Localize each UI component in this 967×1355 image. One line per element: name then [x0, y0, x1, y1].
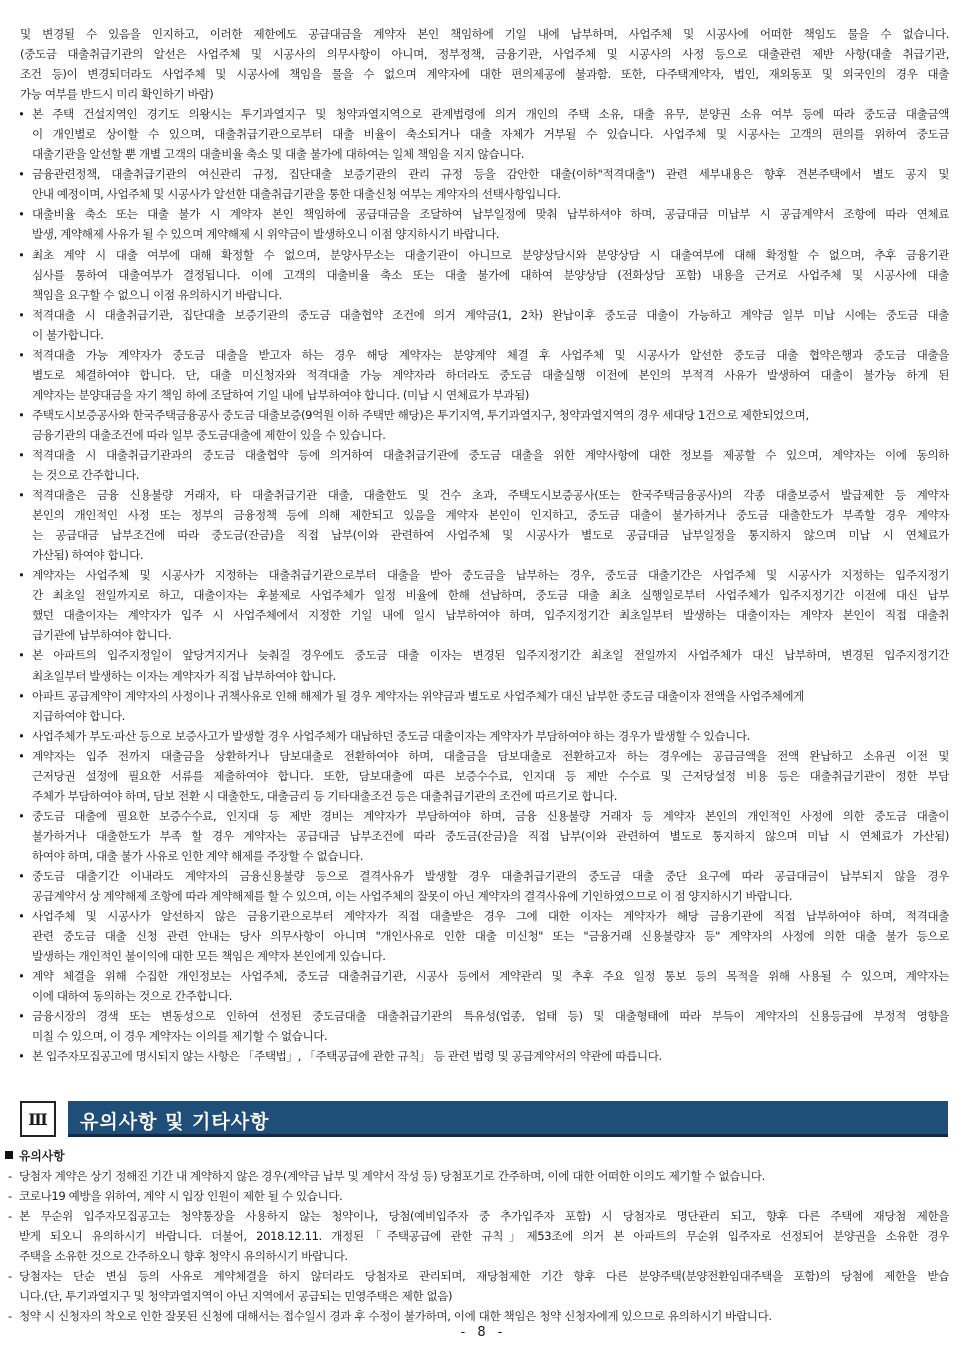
- note-line: - 청약 시 신청자의 착오로 인한 잘못된 신청에 대해서는 접수일시 경과 후 수정이 불가하며, 이에 대한 책임은 청약 신청자에게 있으므로 유의하시기 바랍니다.: [5, 1306, 949, 1326]
- text-line: • 중도금 대출에 필요한 보증수수료, 인지대 등 제반 경비는 계약자가 부담하여야 하며, 금융 신용불량 거래자 등 계약자 본인의 개인적인 사정에 의한 중도금 대출이: [20, 806, 949, 826]
- note-line: 니다.(단, 투기과열지구 및 청약과열지역이 아닌 지역에서 공급되는 민영주택은 제한 없음): [19, 1289, 453, 1304]
- text-line: • 사업주체가 부도·파산 등으로 보증사고가 발생할 경우 사업주체가 대납하던 중도금 대출이자는 계약자가 부담하여야 하는 경우가 발생할 수 있습니다.: [20, 726, 949, 746]
- text-line: 안내 예정이며, 사업주체 및 시공사가 알선한 대출취급기관을 통한 대출신청 여부는 계약자의 선택사항입니다.: [32, 187, 561, 202]
- square-bullet-icon: [5, 1151, 13, 1159]
- note-line: - 당첨자 계약은 상기 정해진 기간 내 계약하지 않은 경우(계약금 납부 및 계약서 작성 등) 당첨포기로 간주하며, 이에 대한 어떠한 이의도 제기할 수 없습니다.: [5, 1166, 949, 1186]
- notes-list: [5, 1166, 949, 1326]
- text-line: • 본 입주자모집공고에 명시되지 않는 사항은 「주택법」, 「주택공급에 관한 규칙」 등 관련 법령 및 공급계약서의 약관에 따릅니다.: [20, 1046, 949, 1066]
- text-line: • 대출비율 축소 또는 대출 불가 시 계약자 본인 책임하에 공급대금을 조달하여 납부일정에 맞춰 납부하셔야 하며, 공급대금 미납부 시 공급계약서 조항에 따라 연체료: [20, 204, 949, 224]
- text-line: • 중도금 대출기간 이내라도 계약자의 금융신용불량 등으로 결격사유가 발생할 경우 대출취급기관의 중도금 대출 중단 요구에 따라 공급대금이 납부되지 않을 경우: [20, 866, 949, 886]
- note-line: - 코로나19 예방을 위하여, 계약 시 입장 인원이 제한 될 수 있습니다.: [5, 1186, 949, 1206]
- text-line: • 주택도시보증공사와 한국주택금융공사 중도금 대출보증(9억원 이하 주택만 해당)은 투기지역, 투기과열지구, 청약과열지역의 경우 세대당 1건으로 제한되었으며,: [20, 405, 949, 425]
- text-line: 및 변경될 수 있음을 인지하고, 이러한 제한에도 공급대금을 계약자 본인 책임하에 기일 내에 납부하며, 사업주체 및 시공사에 어떠한 책임도 물을 수 없습니다.: [20, 27, 949, 41]
- note-line: 받게 되오니 유의하시기 바랍니다. 더불어, 2018.12.11. 개정된「주택공급에 관한 규칙」제53조에 의거 본 아파트의 무순위 입주자로 선정되어 분양권을 소유한 경우: [19, 1229, 949, 1244]
- text-line: 주체가 부담하여야 하며, 담보 전환 시 대출한도, 대출금리 등 기타대출조건 등은 대출취급기관의 조건에 따르기로 합니다.: [32, 788, 618, 803]
- text-line: 발생, 계약해제 사유가 될 수 있으며 계약해제 시 위약금이 발생하오니 이점 양지하시기 바랍니다.: [32, 227, 500, 242]
- note-line: 주택을 소유한 것으로 간주하오니 향후 청약시 유의하시기 바랍니다.: [19, 1249, 348, 1264]
- text-line: (중도금 대출취급기관의 알선은 사업주체 및 시공사의 의무사항이 아니며, 정부정책, 금융기관, 사업주체 및 시공사의 사정 등으로 대출관련 제반 사항(대출 취급기관,: [20, 47, 949, 62]
- text-line: 본인의 개인적인 사정 또는 정부의 금융정책 등에 의해 제한되고 있음을 계약자 본인이 인지하고, 중도금 대출이 불가하거나 중도금 대출한도가 부족할 경우 계약자: [32, 508, 949, 523]
- note-line: - 본 무순위 입주자모집공고는 청약통장을 사용하지 않는 청약이나, 당첨(예비입주자 중 추가입주자 포함) 시 당첨자로 명단관리 되고, 향후 다른 주택에 재당첨 제한을: [5, 1206, 949, 1226]
- text-line: • 본 아파트의 입주지정일이 앞당겨지거나 늦춰질 경우에도 중도금 대출 이자는 변경된 입주지정기간 최초일 전일까지 사업주체가 대신 납부하며, 변경된 입주지정기간: [20, 645, 949, 665]
- text-line: 가능 여부를 반드시 미리 확인하기 바람): [20, 87, 214, 102]
- text-line: 이 개인별로 상이할 수 있으며, 대출취급기관으로부터 대출 비율이 축소되거나 대출 자체가 거부될 수 있습니다. 사업주체 및 시공사는 고객의 편의를 위하여 중도금: [32, 127, 949, 142]
- text-line: 는 것으로 간주합니다.: [32, 468, 140, 483]
- text-line: 금융기관의 대출조건에 따라 일부 중도금대출에 제한이 있을 수 있습니다.: [32, 427, 386, 442]
- text-line: 이 불가합니다.: [32, 327, 104, 342]
- text-line: • 계약자는 사업주체 및 시공사가 지정하는 대출취급기관으로부터 대출을 받아 중도금을 납부하는 경우, 중도금 대출기간은 사업주체 및 시공사가 지정하는 입주지정기: [20, 565, 949, 585]
- text-line: 책임을 요구할 수 없으니 이점 유의하시기 바랍니다.: [32, 287, 282, 302]
- text-line: • 적격대출은 금융 신용불량 거래자, 타 대출취급기관 대출, 대출한도 및 건수 초과, 주택도시보증공사(또는 한국주택금융공사)의 각종 대출보증서 발급제한 등 계약자: [20, 485, 949, 505]
- text-line: • 최초 계약 시 대출 여부에 대해 확정할 수 없으며, 분양사무소는 대출기관이 아니므로 분양상담시와 분양상담 시 대출여부에 대해 확정할 수 없으며, 추후 금융기관: [20, 245, 949, 265]
- text-line: 공급계약서 상 계약해제 조항에 따라 계약해제를 할 수 있으며, 이는 사업주체의 잘못이 아닌 계약자의 결격사유에 기인하였으므로 이 점 양지하시기 바랍니다.: [32, 889, 793, 904]
- note-line: - 당첨자는 단순 변심 등의 사유로 계약체결을 하지 않더라도 당첨자로 관리되며, 재당첨제한 기간 향후 다른 분양주택(분양전환임대주택을 포함)의 당첨에 제한을 받습: [5, 1266, 949, 1286]
- text-line: • 적격대출 시 대출취급기관과의 중도금 대출협약 등에 의거하여 대출취급기관에 중도금 대출을 위한 계약사항에 대한 정보를 제공할 수 있으며, 계약자는 이에 동의하: [20, 445, 949, 465]
- text-line: • 아파트 공급계약이 계약자의 사정이나 귀책사유로 인해 해제가 될 경우 계약자는 위약금과 별도로 사업주체가 대신 납부한 중도금 대출이자 전액을 사업주체에게: [20, 686, 949, 706]
- text-line: 했던 대출이자는 계약자가 입주 시 사업주체에서 지정한 기일 내에 일시 납부하여야 하며, 입주지정기간 최초일부터 발생하는 대출이자는 계약자 본인이 직접 대출취: [32, 608, 949, 623]
- text-line: • 계약자는 입주 전까지 대출금을 상환하거나 담보대출로 전환하여야 하며, 대출금을 담보대출로 전환하고자 하는 경우에는 공급금액을 전액 완납하고 소유권 이전 및: [20, 746, 949, 766]
- notes-section: [5, 1146, 949, 1326]
- text-line: 관련 중도금 대출 신청 관련 안내는 당사 의무사항이 아니며 "개인사유로 인한 대출 미신청" 또는 "금융거래 신용불량자 등" 계약자의 사정에 의한 대출 불가 등으로: [32, 929, 949, 944]
- text-line: 별도로 체결하여야 합니다. 단, 대출 미신청자와 적격대출 가능 계약자라 하더라도 중도금 대출실행 이전에 본인의 부적격 사유가 발생하여 대출이 불가능 하게 된: [32, 367, 949, 382]
- section-heading: [20, 1101, 948, 1137]
- subsection-title-text: 유의사항: [19, 1149, 65, 1163]
- text-line: • 본 주택 건설지역인 경기도 의왕시는 투기과열지구 및 청약과열지역으로 관계법령에 의거 개인의 주택 소유, 대출 유무, 분양권 소유 여부 등에 따라 중도금 대출금액: [20, 104, 949, 124]
- subsection-title: [5, 1146, 949, 1166]
- text-line: 발생하는 개인적인 불이익에 대한 모든 책임은 계약자 본인에게 있습니다.: [32, 949, 386, 964]
- text-line: 불가하거나 대출한도가 부족 할 경우 계약자는 공급대금 납부조건에 따라 중도금(잔금)을 직접 납부(이와 관련하여 별도로 통지하지 않으며 미납 시 연체료가 가산됨): [32, 828, 949, 843]
- text-line: • 사업주체 및 시공사가 알선하지 않은 금융기관으로부터 계약자가 직접 대출받은 경우 그에 대한 이자는 계약자가 해당 금융기관에 직접 납부하여야 하며, 적격대출: [20, 906, 949, 926]
- text-line: • 금융관련정책, 대출취급기관의 여신관리 규정, 집단대출 보증기관의 관리 규정 등을 감안한 대출(이하"적격대출") 관련 세부내용은 향후 견본주택에서 별도 공지 및: [20, 164, 949, 184]
- text-line: 는 공급대금 납부조건에 따라 중도금(잔금)을 직접 납부(이와 관련하여 사업주체 및 시공사가 별도로 공급대금 납부일정을 통지하지 않으며 미납 시 연체료가: [32, 528, 949, 543]
- text-line: 미칠 수 있으며, 이 경우 계약자는 이의를 제기할 수 없습니다.: [32, 1029, 328, 1044]
- section-title-bar: [68, 1101, 948, 1137]
- section-number: Ⅲ: [20, 1101, 56, 1137]
- text-line: 이에 대하여 동의하는 것으로 간주합니다.: [32, 989, 233, 1004]
- text-line: 계약자는 분양대금을 자기 책임 하에 조달하여 기일 내에 납부하여야 합니다. (미납 시 연체료가 부과됨): [32, 387, 530, 402]
- loan-terms-list: [20, 24, 949, 1066]
- text-line: • 계약 체결을 위해 수집한 개인정보는 사업주체, 중도금 대출취급기관, 시공사 등에서 계약관리 및 추후 주요 일정 통보 등의 목적을 위해 사용될 수 있으며, 계약자는: [20, 966, 949, 986]
- text-line: 가산됨) 하여야 합니다.: [32, 548, 144, 563]
- text-line: 조건 등)이 변경되더라도 사업주체 및 시공사에 책임을 물을 수 없으며 계약자에 대한 편의제공에 불과함. 또한, 다주택계약자, 법인, 재외동포 및 외국인의 경우 대출: [20, 67, 949, 82]
- page-number: - 8 -: [460, 1325, 507, 1340]
- text-line: 지급하여야 합니다.: [32, 708, 125, 723]
- section-title: 유의사항 및 기타사항: [80, 1111, 270, 1133]
- text-line: 간 최초일 전일까지로 하고, 대출이자는 후불제로 사업주체가 일정 비율에 한해 선납하며, 중도금 대출 최초 실행일로부터 사업주체가 입주지정기간 이전에 대신 납부: [32, 588, 949, 603]
- text-line: • 적격대출 가능 계약자가 중도금 대출을 받고자 하는 경우 해당 계약자는 분양계약 체결 후 사업주체 및 시공사가 알선한 중도금 대출 협약은행과 중도금 대출을: [20, 345, 949, 365]
- text-line: 하여야 하며, 대출 불가 사유로 인한 계약 해제를 주장할 수 없습니다.: [32, 848, 364, 863]
- text-line: 근저당권 설정에 필요한 서류를 제출하여야 합니다. 또한, 담보대출에 따른 보증수수료, 인지대 등 제반 수수료 및 근저당설정 비용 등은 대출취급기관이 정한 부담: [32, 768, 949, 783]
- text-line: 급기관에 납부하여야 합니다.: [32, 628, 172, 643]
- text-line: 심사를 통하여 대출여부가 결정됩니다. 이에 고객의 대출비율 축소 또는 대출 불가에 대하여 분양상담 (전화상담 포함) 내용을 근거로 사업주체 및 시공사에 대출: [32, 267, 949, 282]
- text-line: 최초일부터 발생하는 이자는 계약자가 직접 납부하여야 합니다.: [32, 668, 336, 683]
- text-line: 대출기관을 알선할 뿐 개별 고객의 대출비율 축소 및 대출 불가에 대하여는 일체 책임을 지지 않습니다.: [32, 147, 525, 162]
- text-line: • 적격대출 시 대출취급기관, 집단대출 보증기관의 중도금 대출협약 조건에 의거 계약금(1, 2차) 완납이후 중도금 대출이 가능하고 계약금 일부 미납 시에는 중도금 대출: [20, 305, 949, 325]
- text-line: • 금융시장의 경색 또는 변동성으로 인하여 선정된 중도금대출 대출취급기관의 특유성(업종, 업태 등) 및 대출형태에 따라 부득이 계약자의 신용등급에 부정적 영향을: [20, 1006, 949, 1026]
